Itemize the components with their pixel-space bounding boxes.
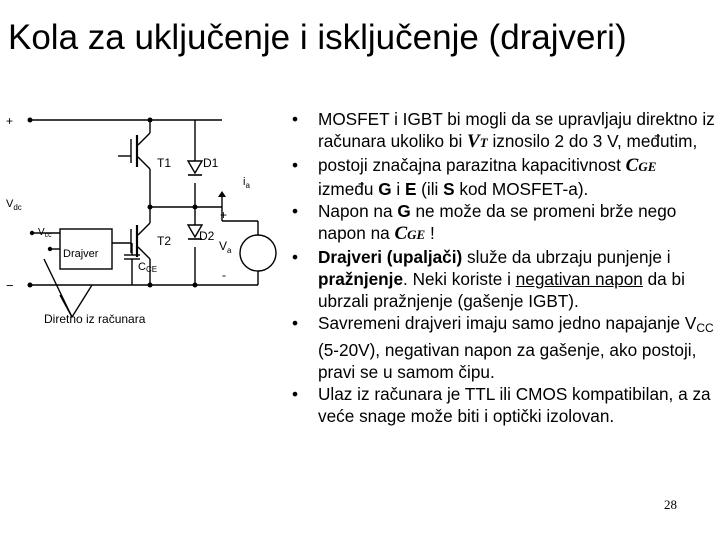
plus-terminal-label: + (6, 114, 14, 128)
ia-label: $i_a$ (243, 176, 250, 190)
bullet-item: • Ulaz iz računara je TTL ili CMOS kompatibilan, a za veće snage može biti i optički izolovan. (292, 384, 711, 426)
va-label: $V_a$ (219, 239, 232, 255)
driver-label: Drajver (63, 248, 99, 260)
driver-circuit-diagram (0, 95, 300, 335)
bullet-item: • Drajveri (upaljači) služe da ubrzaju punjenje i pražnjenje. Neki koriste i negativan napon da bi ubrzali pražnjenje (gašenje IGBT). (292, 247, 685, 311)
bullet-item: • postoji značajna parazitna kapacitivnost CGE između G i E (ili S kod MOSFET-a). (292, 155, 657, 199)
t1-label: T1 (157, 156, 172, 170)
t2-label: T2 (157, 234, 172, 248)
computer-input-label: Diretno iz računara (44, 312, 146, 326)
slide-title: Kola za uključenje i isključenje (drajveri) (8, 18, 627, 57)
load-minus-label: - (222, 268, 226, 282)
load-plus-label: + (220, 208, 228, 222)
page-number: 28 (664, 497, 677, 512)
vcc-label: $V_{cc}$ (38, 227, 52, 239)
bullet-item: • Savremeni drajveri imaju samo jedno napajanje $V_{CC}$ (5-20V), negativan napon za gašenje, ako postoji, pravi se u samom čipu. (292, 313, 714, 382)
bullet-item: • Napon na G ne može da se promeni brže nego napon na CGE ! (292, 201, 677, 244)
minus-terminal-label: − (6, 278, 14, 293)
cce-label: CCE (138, 261, 158, 274)
d2-label: D2 (199, 229, 215, 243)
bullet-item: • MOSFET i IGBT bi mogli da se upravljaju direktno iz računara ukoliko bi VT iznosilo 2 do 3 V, međutim, (292, 109, 715, 152)
vdc-label: $V_{dc}$ (6, 198, 22, 212)
bullet-list (286, 108, 716, 427)
d1-label: D1 (203, 156, 219, 170)
